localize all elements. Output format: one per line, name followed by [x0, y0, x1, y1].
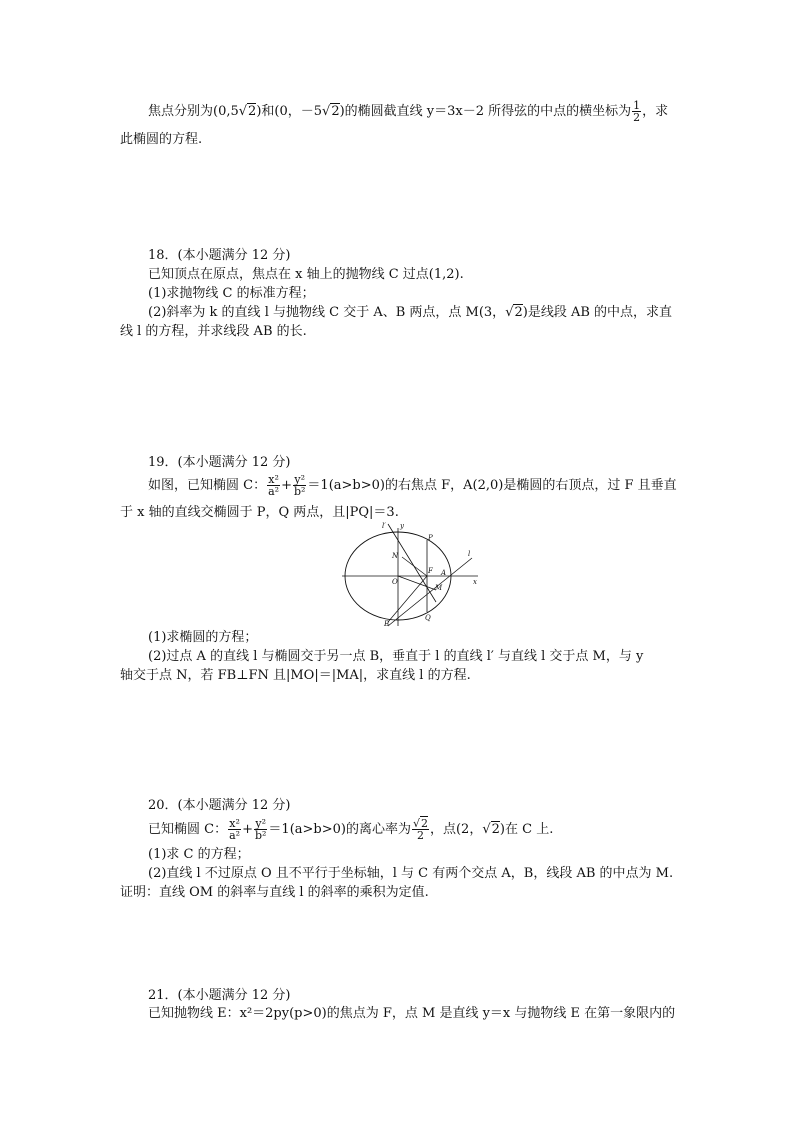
- q20-title: 20．(本小题满分 12 分): [148, 798, 291, 813]
- fraction-y2-b2: [293, 474, 306, 497]
- q17-line-1: [120, 100, 708, 123]
- q18-line-4: 线 l 的方程，并求线段 AB 的长.: [120, 324, 307, 339]
- q18-line-2: (1)求抛物线 C 的标准方程；: [148, 286, 315, 301]
- plus-sign: +: [281, 478, 292, 493]
- sqrt-radicand: 2: [331, 104, 340, 119]
- numerator: y²: [294, 473, 305, 486]
- sqrt-sign: √: [482, 822, 491, 837]
- q19-text-a: 如图，已知椭圆 C：: [148, 478, 267, 493]
- label-l-prime: l′: [382, 522, 386, 530]
- q21-line-1: 已知抛物线 E：x²＝2py(p>0)的焦点为 F，点 M 是直线 y＝x 与抛物线 E 在第一象限内的: [148, 1006, 676, 1021]
- label-a: A: [441, 569, 447, 577]
- q17-text-c: )的椭圆截直线 y＝3x－2 所得弦的中点的横坐标为: [339, 104, 632, 119]
- numerator: y²: [255, 817, 266, 830]
- denominator: 2: [633, 111, 641, 124]
- q18-line-3: [120, 303, 708, 322]
- label-x: x: [473, 578, 477, 586]
- label-m: M: [435, 584, 443, 592]
- q20-line-3: (2)直线 l 不过原点 O 且不平行于坐标轴，l 与 C 有两个交点 A，B，线段 AB 的中点为 M.: [148, 866, 674, 881]
- numerator: 1: [633, 99, 641, 112]
- segment-fn: [402, 557, 427, 576]
- numerator: x²: [229, 817, 240, 830]
- q18-text-a: (2)斜率为 k 的直线 l 与抛物线 C 交于 A、B 两点，点 M(3，: [148, 305, 506, 320]
- fraction-eccentricity: [412, 818, 429, 841]
- sqrt-radicand: 2: [248, 104, 257, 119]
- q20-text-c: ，点(2，: [429, 822, 483, 837]
- denominator: a²: [229, 829, 241, 842]
- fraction-x2-a2: [228, 818, 241, 841]
- q21-title: 21．(本小题满分 12 分): [148, 988, 291, 1003]
- q19-line-4: (2)过点 A 的直线 l 与椭圆交于另一点 B，垂直于 l 的直线 l′ 与直线 l 交于点 M，与 y: [148, 649, 644, 664]
- denominator: b²: [293, 485, 306, 498]
- q19-text-b: ＝1(a>b>0)的右焦点 F，A(2,0)是椭圆的右顶点，过 F 且垂直: [307, 478, 677, 493]
- denominator: a²: [268, 485, 280, 498]
- label-o: O: [392, 578, 398, 586]
- q19-line-1: [120, 474, 708, 497]
- q20-line-2: (1)求 C 的方程；: [148, 847, 250, 862]
- q20-line-1: [120, 818, 708, 841]
- q17-text-d: ，求: [642, 104, 669, 119]
- sqrt-sign: √: [238, 104, 248, 119]
- q17-text-a: 焦点分别为(0,5: [148, 104, 239, 119]
- plus-sign: +: [242, 822, 253, 837]
- q19-line-2: 于 x 轴的直线交椭圆于 P，Q 两点，且|PQ|＝3.: [120, 505, 399, 520]
- q20-line-4: 证明：直线 OM 的斜率与直线 l 的斜率的乘积为定值.: [120, 885, 429, 900]
- label-n: N: [392, 552, 399, 560]
- q19-line-3: (1)求椭圆的方程；: [148, 630, 258, 645]
- label-l: l: [468, 550, 471, 558]
- q20-text-a: 已知椭圆 C：: [148, 822, 228, 837]
- label-f: F: [428, 567, 433, 575]
- sqrt-sign: √: [322, 104, 331, 119]
- fraction-one-half: [632, 100, 641, 123]
- denominator: 2: [416, 829, 424, 842]
- label-y: y: [400, 522, 404, 530]
- sqrt-radicand: 2: [491, 822, 500, 837]
- label-p: P: [428, 534, 433, 542]
- q17-line-2: 此椭圆的方程.: [120, 132, 203, 147]
- numerator: x²: [268, 473, 279, 486]
- sqrt-sign: √: [505, 305, 514, 320]
- label-b: B: [384, 620, 390, 628]
- label-q: Q: [425, 614, 431, 622]
- q18-text-b: )是线段 AB 的中点，求直: [522, 305, 673, 320]
- fraction-y2-b2: [254, 818, 267, 841]
- fraction-x2-a2: [267, 474, 280, 497]
- sqrt-radicand: 2: [420, 817, 428, 830]
- sqrt-radicand: 2: [514, 305, 523, 320]
- denominator: b²: [254, 829, 267, 842]
- q20-text-b: ＝1(a>b>0)的离心率为: [268, 822, 411, 837]
- q18-line-1: 已知顶点在原点，焦点在 x 轴上的抛物线 C 过点(1,2).: [148, 267, 464, 282]
- q20-text-d: )在 C 上.: [499, 822, 554, 837]
- sqrt-sign: √: [412, 817, 420, 830]
- q19-title: 19．(本小题满分 12 分): [148, 455, 291, 470]
- q17-text-b: )和(0，－5: [256, 104, 323, 119]
- q19-line-5: 轴交于点 N，若 FB⊥FN 且|MO|＝|MA|，求直线 l 的方程.: [120, 668, 471, 683]
- ellipse-figure: [342, 518, 482, 628]
- q18-title: 18．(本小题满分 12 分): [148, 248, 291, 263]
